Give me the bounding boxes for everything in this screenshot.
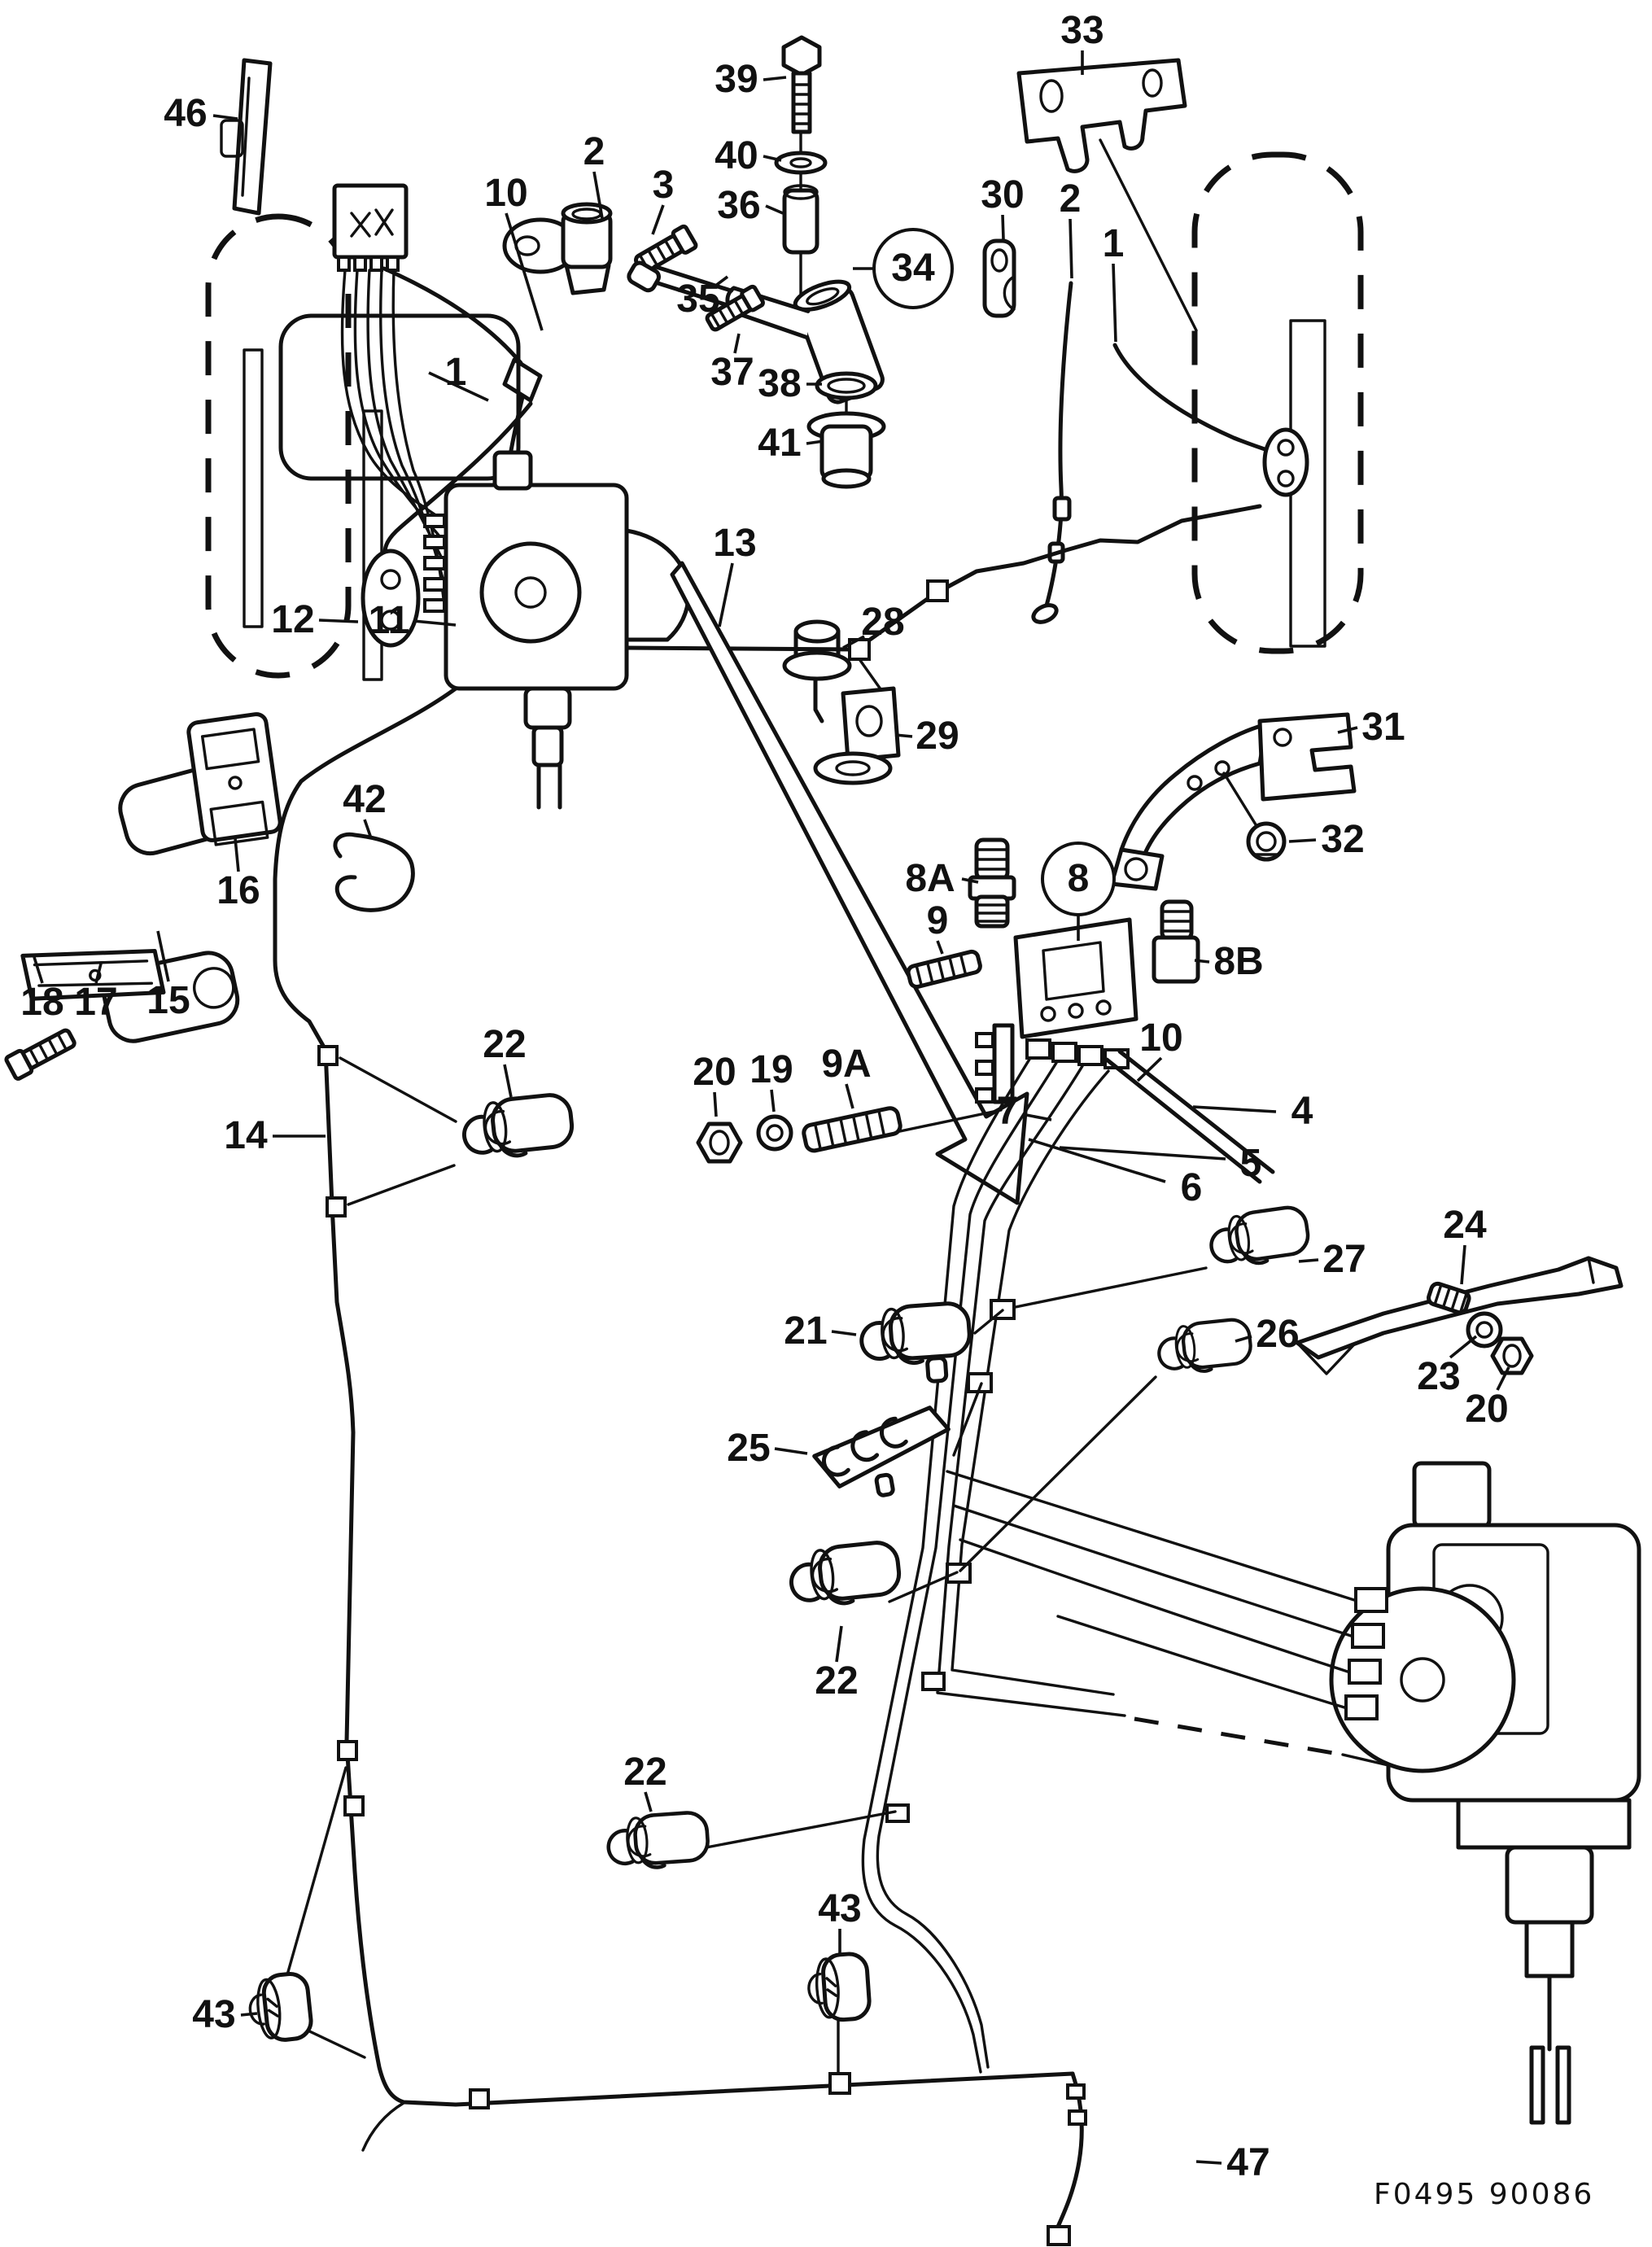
callout-29-21: 29 bbox=[916, 715, 959, 758]
callout-40-2: 40 bbox=[715, 134, 758, 177]
callout-16-24: 16 bbox=[216, 869, 260, 912]
callout-11-18: 11 bbox=[368, 599, 410, 642]
callout-38-10: 38 bbox=[758, 362, 802, 405]
callout-17-27: 17 bbox=[74, 981, 118, 1024]
callout-15-28: 15 bbox=[146, 979, 190, 1022]
callout-5-39: 5 bbox=[1239, 1142, 1262, 1185]
callout-43-52: 43 bbox=[192, 1993, 236, 2036]
callout-14-41: 14 bbox=[224, 1114, 268, 1157]
callout-20-49: 20 bbox=[1465, 1388, 1509, 1431]
callout-32-23: 32 bbox=[1321, 818, 1365, 861]
callout-4-38: 4 bbox=[1291, 1090, 1313, 1133]
callout-21-43: 21 bbox=[784, 1309, 828, 1353]
callout-41-11: 41 bbox=[758, 422, 802, 465]
callout-27-45: 27 bbox=[1322, 1238, 1366, 1281]
callout-7-37: 7 bbox=[996, 1090, 1019, 1133]
callout-1-16: 1 bbox=[444, 351, 467, 394]
callout-47-54: 47 bbox=[1226, 2141, 1270, 2184]
callout-22-51: 22 bbox=[623, 1751, 667, 1794]
callout-36-3: 36 bbox=[717, 184, 761, 227]
callout-28-20: 28 bbox=[861, 601, 905, 644]
figure-code: F0495 90086 bbox=[1374, 2178, 1595, 2211]
callout-9-30: 9 bbox=[926, 899, 949, 942]
callout-10-6: 10 bbox=[484, 172, 528, 215]
callout-6-40: 6 bbox=[1180, 1166, 1203, 1209]
callout-1-15: 1 bbox=[1102, 222, 1125, 265]
callout-12-17: 12 bbox=[271, 598, 315, 641]
callout-25-44: 25 bbox=[727, 1427, 771, 1470]
callout-33-12: 33 bbox=[1060, 9, 1104, 52]
callout-8B-32: 8B bbox=[1213, 940, 1264, 983]
callout-2-14: 2 bbox=[1059, 177, 1082, 221]
callout-26-46: 26 bbox=[1256, 1313, 1300, 1356]
callout-35-7: 35 bbox=[676, 278, 720, 321]
callout-37-8: 37 bbox=[710, 351, 754, 394]
callout-9A-36: 9A bbox=[821, 1043, 872, 1086]
callout-39-1: 39 bbox=[715, 58, 758, 101]
callout-31-22: 31 bbox=[1361, 706, 1405, 749]
callout-43-53: 43 bbox=[818, 1887, 862, 1930]
callout-20-34: 20 bbox=[693, 1051, 736, 1094]
callout-46-0: 46 bbox=[164, 92, 208, 135]
callout-24-47: 24 bbox=[1443, 1204, 1487, 1247]
callout-22-42: 22 bbox=[483, 1023, 527, 1066]
callout-13-19: 13 bbox=[713, 522, 757, 565]
callout-10-33: 10 bbox=[1139, 1016, 1183, 1060]
callout-8A-29: 8A bbox=[905, 857, 955, 900]
callout-42-25: 42 bbox=[343, 778, 387, 821]
callout-30-13: 30 bbox=[981, 173, 1025, 216]
callout-18-26: 18 bbox=[20, 981, 64, 1024]
callout-3-4: 3 bbox=[652, 164, 675, 207]
callout-23-48: 23 bbox=[1417, 1355, 1461, 1398]
callout-2-5: 2 bbox=[583, 130, 605, 173]
callout-8-31: 8 bbox=[1041, 842, 1116, 916]
callout-34-9: 34 bbox=[872, 228, 954, 309]
callout-22-50: 22 bbox=[815, 1659, 859, 1703]
callout-19-35: 19 bbox=[750, 1048, 793, 1091]
